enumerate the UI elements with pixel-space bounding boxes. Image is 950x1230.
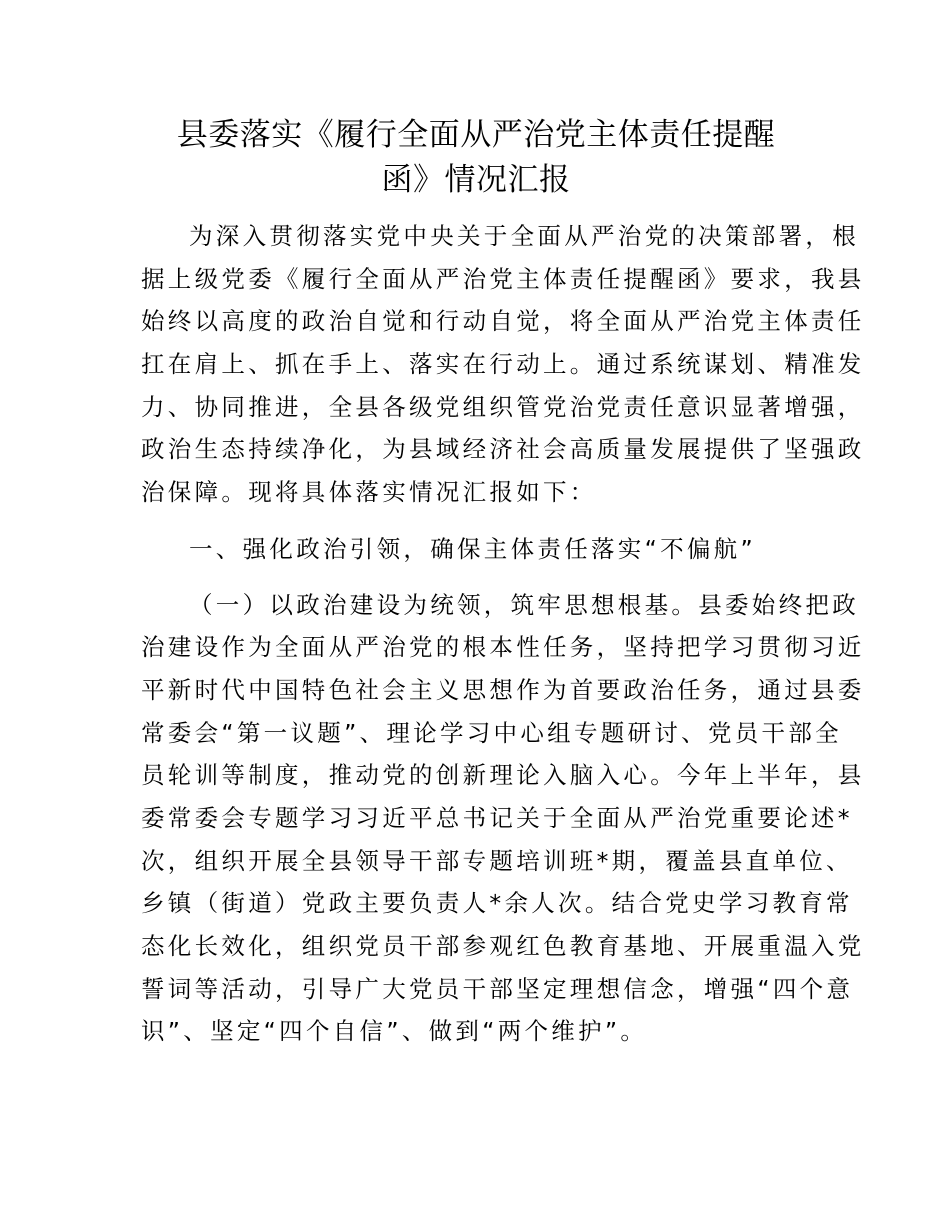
subsection-paragraph-line: （一）以政治建设为统领，筑牢思想根基。县委始终把政 [189, 591, 859, 619]
intro-paragraph-line: 治保障。现将具体落实情况汇报如下： [141, 478, 597, 506]
intro-paragraph-line: 政治生态持续净化，为县域经济社会高质量发展提供了坚强政 [141, 435, 865, 463]
subsection-paragraph-line: 治建设作为全面从严治党的根本性任务，坚持把学习贯彻习近 [141, 633, 865, 661]
intro-paragraph-line: 据上级党委《履行全面从严治党主体责任提醒函》要求，我县 [141, 265, 865, 293]
subsection-paragraph-line: 识”、坚定“四个自信”、做到“两个维护”。 [141, 1017, 648, 1045]
subsection-paragraph-line: 态化长效化，组织党员干部参观红色教育基地、开展重温入党 [141, 932, 865, 960]
document-title-line-2: 函》情况汇报 [381, 162, 571, 198]
section-heading-1: 一、强化政治引领，确保主体责任落实“不偏航” [189, 535, 756, 563]
subsection-paragraph-line: 员轮训等制度，推动党的创新理论入脑入心。今年上半年，县 [141, 761, 865, 789]
intro-paragraph-line: 力、协同推进，全县各级党组织管党治党责任意识显著增强， [141, 393, 865, 421]
subsection-paragraph-line: 誓词等活动，引导广大党员干部坚定理想信念，增强“四个意 [141, 975, 854, 1003]
subsection-paragraph-line: 平新时代中国特色社会主义思想作为首要政治任务，通过县委 [141, 676, 865, 704]
intro-paragraph-line: 为深入贯彻落实党中央关于全面从严治党的决策部署，根 [189, 222, 859, 250]
document-title-line-1: 县委落实《履行全面从严治党主体责任提醒 [176, 117, 776, 153]
subsection-paragraph-line: 委常委会专题学习习近平总书记关于全面从严治党重要论述* [141, 804, 853, 832]
subsection-paragraph-line: 次，组织开展全县领导干部专题培训班*期，覆盖县直单位、 [141, 847, 853, 875]
subsection-paragraph-line: 常委会“第一议题”、理论学习中心组专题研讨、党员干部全 [141, 719, 842, 747]
intro-paragraph-line: 扛在肩上、抓在手上、落实在行动上。通过系统谋划、精准发 [141, 350, 865, 378]
intro-paragraph-line: 始终以高度的政治自觉和行动自觉，将全面从严治党主体责任 [141, 307, 865, 335]
subsection-paragraph-line: 乡镇（街道）党政主要负责人*余人次。结合党史学习教育常 [141, 889, 853, 917]
